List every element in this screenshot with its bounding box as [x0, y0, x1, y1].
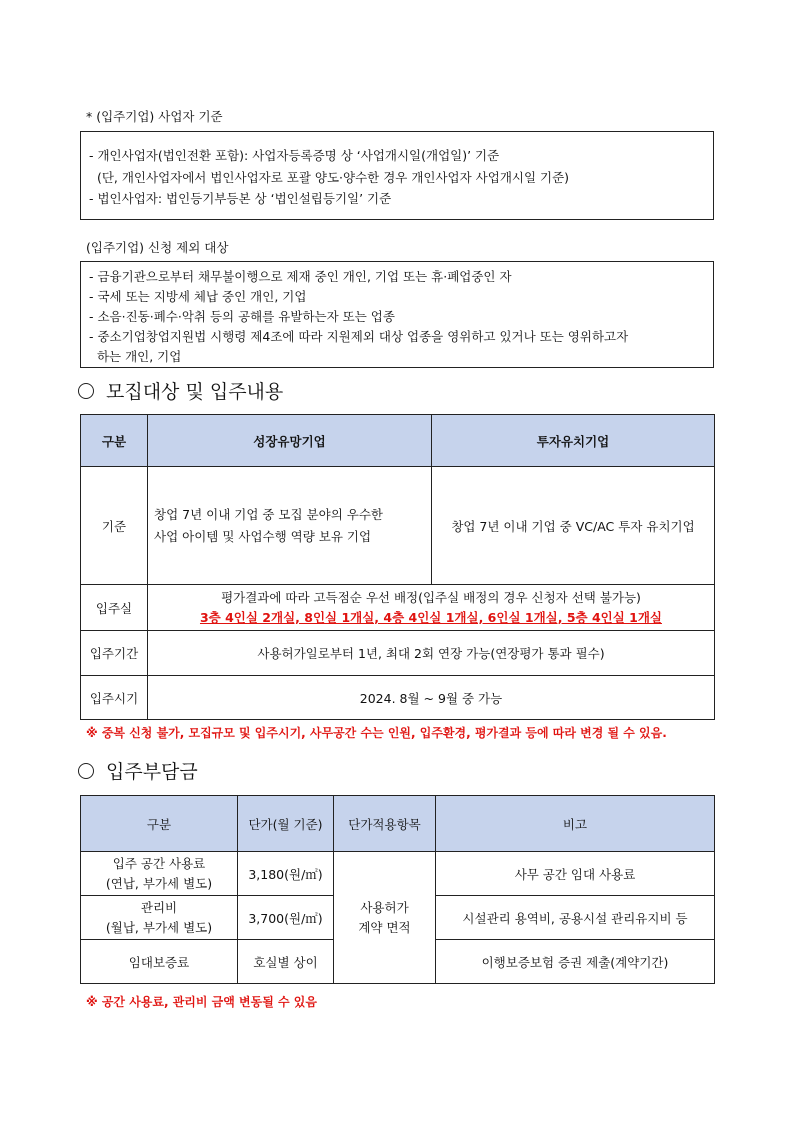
room-cell	[148, 585, 715, 631]
apply-line: 사용허가	[360, 899, 409, 915]
table-row	[81, 631, 715, 676]
header-cell: 단가(월 기준)	[238, 796, 334, 852]
recruit-table	[80, 414, 715, 720]
remark-cell: 시설관리 용역비, 공용시설 관리유지비 등	[436, 896, 715, 940]
fee-label-line: 입주 공간 사용료	[112, 855, 206, 871]
table-header-row	[81, 415, 715, 467]
period-cell: 사용허가일로부터 1년, 최대 2회 연장 가능(연장평가 통과 필수)	[148, 631, 715, 676]
fees-table	[80, 795, 715, 984]
price-cell: 호실별 상이	[238, 940, 334, 984]
apply-cell	[334, 852, 436, 984]
table-row	[81, 852, 715, 896]
room-allocation-line: 3층 4인실 2개실, 8인실 1개실, 4층 4인실 1개실, 6인실 1개실, 5층 4인실 1개실	[199, 609, 662, 625]
table-row	[81, 585, 715, 631]
criteria-growth-line: 창업 7년 이내 기업 중 모집 분야의 우수한	[154, 506, 383, 522]
header-cell: 구분	[81, 796, 238, 852]
remark-cell: 이행보증보험 증권 제출(계약기간)	[436, 940, 715, 984]
fee-label-line: (연납, 부가세 별도)	[105, 875, 213, 891]
table-row	[81, 467, 715, 585]
fee-label-cell: 임대보증료	[81, 940, 238, 984]
row-label: 입주실	[81, 585, 148, 631]
recruit-note: ※ 중복 신청 불가, 모집규모 및 입주시기, 사무공간 수는 인원, 입주환경, 평가결과 등에 따라 변경 될 수 있음.	[86, 726, 667, 740]
row-label: 입주시기	[81, 676, 148, 720]
room-line: 평가결과에 따라 고득점순 우선 배정(입주실 배정의 경우 신청자 선택 불가능)	[221, 589, 641, 605]
header-cell: 성장유망기업	[148, 415, 432, 467]
header-cell: 단가적용항목	[334, 796, 436, 852]
fee-label-line: (월납, 부가세 별도)	[105, 919, 213, 935]
fees-heading	[78, 757, 198, 784]
exclusion-box	[80, 261, 714, 368]
exclusion-title: (입주기업) 신청 제외 대상	[86, 240, 229, 255]
remark-cell: 사무 공간 임대 사용료	[436, 852, 715, 896]
business-criteria-title: * (입주기업) 사업자 기준	[86, 109, 223, 124]
table-row	[81, 676, 715, 720]
fee-label-cell	[81, 852, 238, 896]
exclusion-line: - 금융기관으로부터 채무불이행으로 제재 중인 개인, 기업 또는 휴·폐업중인 자	[89, 269, 512, 284]
exclusion-line: - 중소기업창업지원법 시행령 제4조에 따라 지원제외 대상 업종을 영위하고 있거나 또는 영위하고자	[89, 329, 629, 344]
header-cell: 구분	[81, 415, 148, 467]
exclusion-line: 하는 개인, 기업	[89, 349, 182, 364]
recruit-heading-text: 모집대상 및 입주내용	[106, 381, 284, 403]
header-cell: 비고	[436, 796, 715, 852]
recruit-heading	[78, 377, 283, 404]
timing-cell: 2024. 8월 ~ 9월 중 가능	[148, 676, 715, 720]
criteria-line: - 법인사업자: 법인등기부등본 상 ‘법인설립등기일’ 기준	[89, 191, 392, 206]
header-cell: 투자유치기업	[432, 415, 715, 467]
exclusion-line: - 국세 또는 지방세 체납 중인 개인, 기업	[89, 289, 307, 304]
table-header-row	[81, 796, 715, 852]
exclusion-line: - 소음·진동·폐수·악취 등의 공해를 유발하는자 또는 업종	[89, 309, 395, 324]
row-label: 입주기간	[81, 631, 148, 676]
criteria-line: - 개인사업자(법인전환 포함): 사업자등록증명 상 ‘사업개시일(개업일)’ 기준	[89, 148, 500, 163]
fees-heading-text: 입주부담금	[106, 761, 198, 783]
fee-label-line: 관리비	[140, 899, 178, 915]
circle-bullet-icon	[78, 763, 94, 779]
apply-line: 계약 면적	[358, 919, 411, 935]
price-cell: 3,180(원/㎡)	[238, 852, 334, 896]
price-cell: 3,700(원/㎡)	[238, 896, 334, 940]
criteria-invest-cell: 창업 7년 이내 기업 중 VC/AC 투자 유치기업	[432, 467, 715, 585]
criteria-line: (단, 개인사업자에서 법인사업자로 포괄 양도·양수한 경우 개인사업자 사업개시일 기준)	[89, 170, 570, 185]
fee-label-cell	[81, 896, 238, 940]
fees-note: ※ 공간 사용료, 관리비 금액 변동될 수 있음	[86, 995, 317, 1009]
row-label: 기준	[81, 467, 148, 585]
criteria-growth-cell	[148, 467, 432, 585]
business-criteria-box	[80, 131, 714, 220]
criteria-growth-line: 사업 아이템 및 사업수행 역량 보유 기업	[154, 528, 372, 544]
circle-bullet-icon	[78, 383, 94, 399]
